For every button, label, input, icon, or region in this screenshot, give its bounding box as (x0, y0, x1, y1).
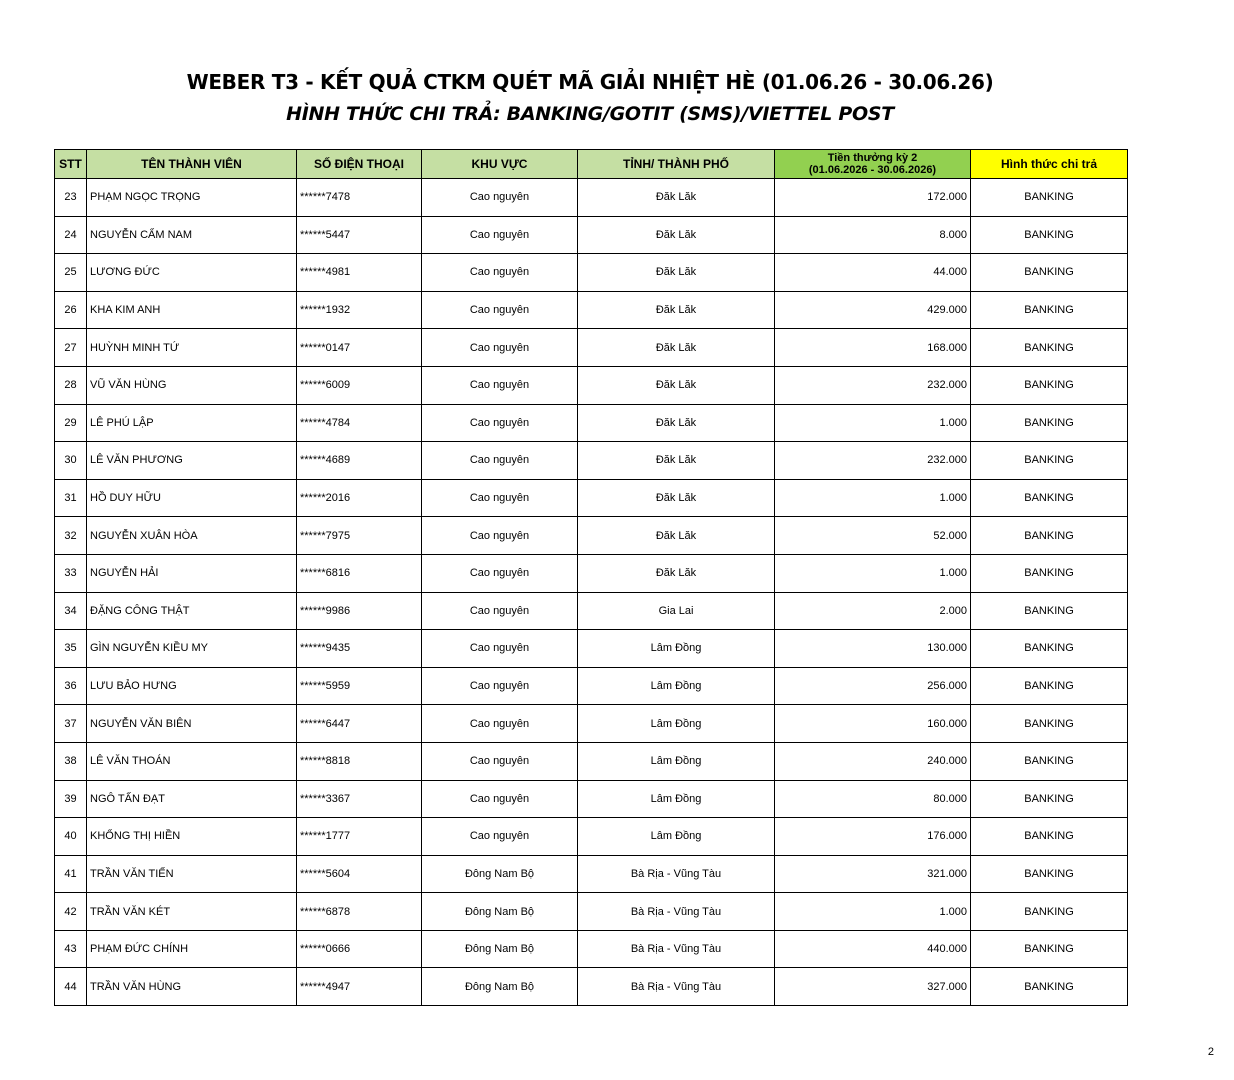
document-title: WEBER T3 - KẾT QUẢ CTKM QUÉT MÃ GIẢI NHIỆT HÈ (01.06.26 - 30.06.26) (186, 70, 994, 94)
cell-province: Lâm Đồng (578, 742, 775, 780)
cell-member-name: NGUYỄN VĂN BIÊN (87, 705, 297, 743)
cell-province: Bà Rịa - Vũng Tàu (578, 968, 775, 1006)
cell-province: Đăk Lăk (578, 404, 775, 442)
cell-payment-method: BANKING (971, 630, 1128, 668)
cell-reward-amount: 80.000 (775, 780, 971, 818)
cell-stt: 37 (55, 705, 87, 743)
cell-reward-amount: 1.000 (775, 404, 971, 442)
cell-phone: ******8818 (297, 742, 422, 780)
cell-reward-amount: 232.000 (775, 442, 971, 480)
table-row (55, 366, 1128, 404)
cell-member-name: HỒ DUY HỮU (87, 479, 297, 517)
cell-payment-method: BANKING (971, 216, 1128, 254)
table-row (55, 855, 1128, 893)
cell-province: Đăk Lăk (578, 179, 775, 217)
cell-payment-method: BANKING (971, 742, 1128, 780)
header-member-name: TÊN THÀNH VIÊN (87, 150, 297, 179)
cell-member-name: TRẦN VĂN TIẾN (87, 855, 297, 893)
header-stt: STT (55, 150, 87, 179)
cell-payment-method: BANKING (971, 254, 1128, 292)
header-row (55, 150, 1128, 179)
cell-province: Đăk Lăk (578, 366, 775, 404)
cell-phone: ******2016 (297, 479, 422, 517)
cell-member-name: LÊ VĂN THOÁN (87, 742, 297, 780)
table-row (55, 216, 1128, 254)
cell-reward-amount: 44.000 (775, 254, 971, 292)
cell-payment-method: BANKING (971, 479, 1128, 517)
cell-region: Đông Nam Bộ (422, 893, 578, 931)
cell-phone: ******1932 (297, 291, 422, 329)
cell-phone: ******5604 (297, 855, 422, 893)
cell-region: Cao nguyên (422, 254, 578, 292)
cell-stt: 23 (55, 179, 87, 217)
cell-region: Cao nguyên (422, 630, 578, 668)
cell-stt: 33 (55, 554, 87, 592)
cell-payment-method: BANKING (971, 968, 1128, 1006)
cell-payment-method: BANKING (971, 404, 1128, 442)
table-row (55, 329, 1128, 367)
cell-reward-amount: 256.000 (775, 667, 971, 705)
cell-province: Đăk Lăk (578, 216, 775, 254)
cell-province: Đăk Lăk (578, 254, 775, 292)
cell-reward-amount: 232.000 (775, 366, 971, 404)
cell-member-name: LÊ PHÚ LẬP (87, 404, 297, 442)
table-header (55, 150, 1128, 179)
cell-province: Đăk Lăk (578, 554, 775, 592)
cell-region: Cao nguyên (422, 705, 578, 743)
cell-payment-method: BANKING (971, 517, 1128, 555)
cell-payment-method: BANKING (971, 667, 1128, 705)
cell-region: Cao nguyên (422, 291, 578, 329)
cell-reward-amount: 1.000 (775, 479, 971, 517)
header-province: TỈNH/ THÀNH PHỐ (578, 150, 775, 179)
cell-province: Bà Rịa - Vũng Tàu (578, 893, 775, 931)
cell-reward-amount: 321.000 (775, 855, 971, 893)
header-reward-amount (775, 150, 971, 179)
cell-stt: 26 (55, 291, 87, 329)
cell-stt: 32 (55, 517, 87, 555)
header-payment-method: Hình thức chi trả (971, 150, 1128, 179)
cell-province: Lâm Đồng (578, 818, 775, 856)
cell-phone: ******6447 (297, 705, 422, 743)
cell-payment-method: BANKING (971, 291, 1128, 329)
cell-region: Cao nguyên (422, 780, 578, 818)
cell-phone: ******4981 (297, 254, 422, 292)
cell-region: Cao nguyên (422, 667, 578, 705)
table-row (55, 179, 1128, 217)
cell-phone: ******7975 (297, 517, 422, 555)
cell-region: Đông Nam Bộ (422, 855, 578, 893)
cell-region: Cao nguyên (422, 404, 578, 442)
cell-payment-method: BANKING (971, 442, 1128, 480)
cell-member-name: GÌN NGUYỄN KIỀU MY (87, 630, 297, 668)
document-subtitle: HÌNH THỨC CHI TRẢ: BANKING/GOTIT (SMS)/VIETTEL POST (286, 103, 894, 125)
table-row (55, 968, 1128, 1006)
cell-member-name: VŨ VĂN HÙNG (87, 366, 297, 404)
cell-stt: 40 (55, 818, 87, 856)
cell-region: Cao nguyên (422, 517, 578, 555)
cell-reward-amount: 176.000 (775, 818, 971, 856)
cell-member-name: NGUYỄN HẢI (87, 554, 297, 592)
cell-stt: 39 (55, 780, 87, 818)
cell-region: Đông Nam Bộ (422, 930, 578, 968)
cell-reward-amount: 130.000 (775, 630, 971, 668)
cell-province: Lâm Đồng (578, 780, 775, 818)
cell-stt: 44 (55, 968, 87, 1006)
cell-member-name: PHẠM ĐỨC CHÍNH (87, 930, 297, 968)
cell-region: Cao nguyên (422, 592, 578, 630)
cell-phone: ******9986 (297, 592, 422, 630)
cell-province: Lâm Đồng (578, 667, 775, 705)
cell-member-name: TRẦN VĂN HÙNG (87, 968, 297, 1006)
cell-reward-amount: 327.000 (775, 968, 971, 1006)
cell-payment-method: BANKING (971, 366, 1128, 404)
cell-member-name: LƯƠNG ĐỨC (87, 254, 297, 292)
cell-reward-amount: 1.000 (775, 893, 971, 931)
cell-stt: 41 (55, 855, 87, 893)
cell-reward-amount: 172.000 (775, 179, 971, 217)
cell-stt: 29 (55, 404, 87, 442)
cell-phone: ******6009 (297, 366, 422, 404)
cell-member-name: TRẦN VĂN KÉT (87, 893, 297, 931)
cell-phone: ******9435 (297, 630, 422, 668)
cell-reward-amount: 240.000 (775, 742, 971, 780)
cell-payment-method: BANKING (971, 930, 1128, 968)
cell-payment-method: BANKING (971, 554, 1128, 592)
cell-phone: ******1777 (297, 818, 422, 856)
cell-stt: 31 (55, 479, 87, 517)
cell-stt: 25 (55, 254, 87, 292)
cell-stt: 24 (55, 216, 87, 254)
cell-reward-amount: 160.000 (775, 705, 971, 743)
cell-payment-method: BANKING (971, 855, 1128, 893)
cell-member-name: ĐẶNG CÔNG THẬT (87, 592, 297, 630)
cell-member-name: HUỲNH MINH TỨ (87, 329, 297, 367)
header-region: KHU VỰC (422, 150, 578, 179)
table-row (55, 291, 1128, 329)
cell-phone: ******6816 (297, 554, 422, 592)
cell-region: Cao nguyên (422, 366, 578, 404)
table-row (55, 592, 1128, 630)
cell-reward-amount: 429.000 (775, 291, 971, 329)
table-row (55, 442, 1128, 480)
cell-region: Cao nguyên (422, 179, 578, 217)
cell-payment-method: BANKING (971, 329, 1128, 367)
header-reward-amount-line2: (01.06.2026 - 30.06.2026) (808, 164, 937, 176)
cell-stt: 34 (55, 592, 87, 630)
cell-region: Cao nguyên (422, 216, 578, 254)
cell-member-name: NGUYỄN XUÂN HÒA (87, 517, 297, 555)
cell-stt: 27 (55, 329, 87, 367)
header-reward-amount-line1: Tiền thưởng kỳ 2 (827, 152, 918, 164)
cell-member-name: PHẠM NGỌC TRỌNG (87, 179, 297, 217)
cell-stt: 28 (55, 366, 87, 404)
table-row (55, 780, 1128, 818)
cell-member-name: NGÔ TẤN ĐẠT (87, 780, 297, 818)
cell-phone: ******5447 (297, 216, 422, 254)
cell-province: Đăk Lăk (578, 442, 775, 480)
cell-stt: 42 (55, 893, 87, 931)
cell-province: Bà Rịa - Vũng Tàu (578, 930, 775, 968)
cell-phone: ******4689 (297, 442, 422, 480)
cell-reward-amount: 52.000 (775, 517, 971, 555)
cell-stt: 30 (55, 442, 87, 480)
cell-payment-method: BANKING (971, 179, 1128, 217)
cell-member-name: KHA KIM ANH (87, 291, 297, 329)
cell-stt: 43 (55, 930, 87, 968)
cell-reward-amount: 8.000 (775, 216, 971, 254)
cell-region: Cao nguyên (422, 479, 578, 517)
page-number: 2 (1207, 1046, 1214, 1058)
table-row (55, 517, 1128, 555)
table-row (55, 930, 1128, 968)
cell-region: Cao nguyên (422, 554, 578, 592)
cell-payment-method: BANKING (971, 592, 1128, 630)
table-row (55, 705, 1128, 743)
table-row (55, 404, 1128, 442)
table-row (55, 818, 1128, 856)
cell-phone: ******7478 (297, 179, 422, 217)
cell-phone: ******6878 (297, 893, 422, 931)
cell-region: Đông Nam Bộ (422, 968, 578, 1006)
cell-reward-amount: 440.000 (775, 930, 971, 968)
cell-province: Lâm Đồng (578, 630, 775, 668)
header-phone: SỐ ĐIỆN THOẠI (297, 150, 422, 179)
results-table (54, 149, 1128, 1006)
cell-reward-amount: 2.000 (775, 592, 971, 630)
cell-phone: ******0666 (297, 930, 422, 968)
cell-province: Bà Rịa - Vũng Tàu (578, 855, 775, 893)
cell-region: Cao nguyên (422, 442, 578, 480)
cell-payment-method: BANKING (971, 780, 1128, 818)
cell-stt: 38 (55, 742, 87, 780)
cell-province: Đăk Lăk (578, 291, 775, 329)
cell-stt: 36 (55, 667, 87, 705)
cell-reward-amount: 1.000 (775, 554, 971, 592)
cell-province: Đăk Lăk (578, 517, 775, 555)
cell-member-name: KHỔNG THỊ HIỀN (87, 818, 297, 856)
cell-stt: 35 (55, 630, 87, 668)
cell-payment-method: BANKING (971, 818, 1128, 856)
cell-member-name: NGUYỄN CẨM NAM (87, 216, 297, 254)
table-row (55, 667, 1128, 705)
cell-phone: ******5959 (297, 667, 422, 705)
cell-member-name: LÊ VĂN PHƯƠNG (87, 442, 297, 480)
cell-province: Lâm Đồng (578, 705, 775, 743)
cell-region: Cao nguyên (422, 818, 578, 856)
table-row (55, 554, 1128, 592)
cell-region: Cao nguyên (422, 742, 578, 780)
cell-phone: ******4784 (297, 404, 422, 442)
table-row (55, 893, 1128, 931)
cell-phone: ******3367 (297, 780, 422, 818)
cell-payment-method: BANKING (971, 705, 1128, 743)
cell-province: Gia Lai (578, 592, 775, 630)
table-row (55, 630, 1128, 668)
table-body (55, 179, 1128, 1006)
cell-region: Cao nguyên (422, 329, 578, 367)
cell-payment-method: BANKING (971, 893, 1128, 931)
cell-phone: ******4947 (297, 968, 422, 1006)
cell-province: Đăk Lăk (578, 479, 775, 517)
cell-province: Đăk Lăk (578, 329, 775, 367)
table-row (55, 742, 1128, 780)
table-row (55, 479, 1128, 517)
table-row (55, 254, 1128, 292)
cell-reward-amount: 168.000 (775, 329, 971, 367)
cell-phone: ******0147 (297, 329, 422, 367)
cell-member-name: LƯU BẢO HƯNG (87, 667, 297, 705)
